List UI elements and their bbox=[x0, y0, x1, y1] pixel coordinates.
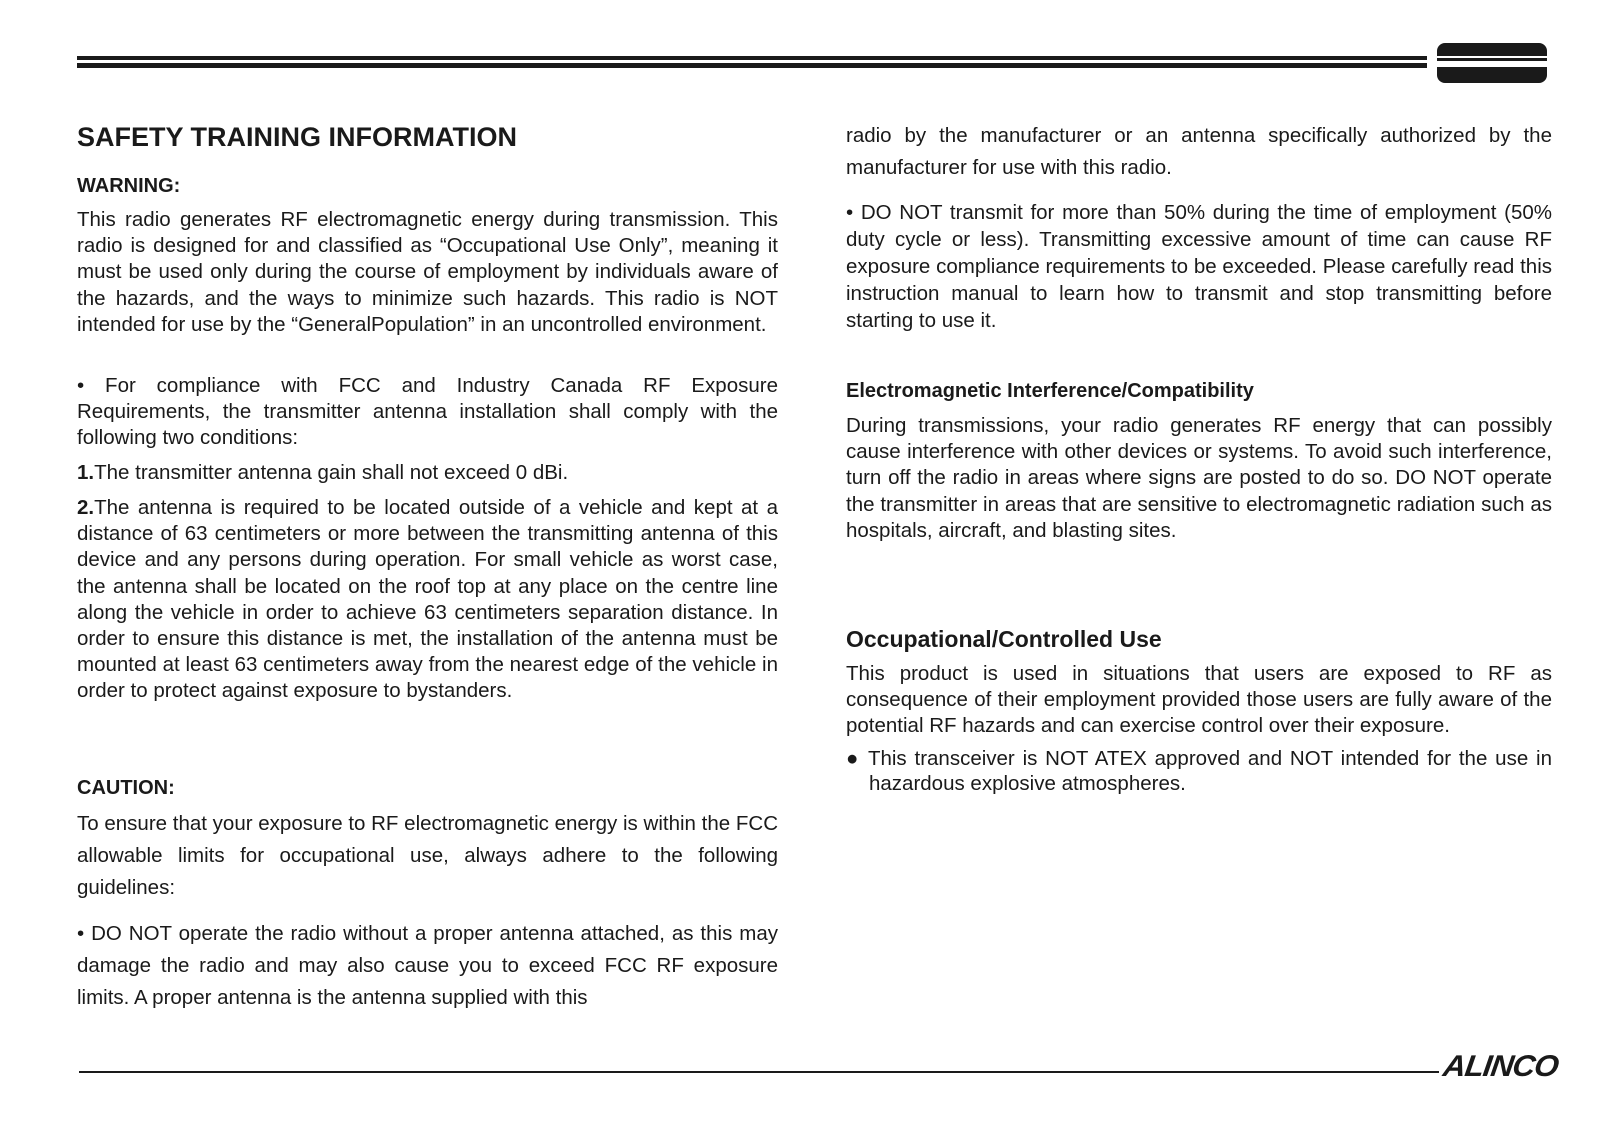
continued-text: radio by the manufacturer or an antenna specifically authorized by the manufacturer for use with this radio. bbox=[846, 124, 1552, 179]
warning-heading: WARNING: bbox=[77, 175, 181, 197]
condition-1-number: 1. bbox=[77, 461, 95, 484]
condition-1 bbox=[77, 460, 778, 486]
caution-heading: CAUTION: bbox=[77, 777, 175, 799]
warning-text: This radio generates RF electromagnetic energy during transmission. This radio is designed for and classified as “Occupational Use Only”, meaning it must be used only during the course of employment by individuals aware of the hazards, and the ways to minimize such hazards. This radio is NOT intended for use by the “GeneralPopulation” in an uncontrolled environment. bbox=[77, 208, 778, 336]
footer-rule bbox=[79, 1071, 1439, 1073]
page-title: SAFETY TRAINING INFORMATION bbox=[77, 122, 517, 152]
header-rule-top bbox=[77, 56, 1427, 60]
duty-cycle-bullet: • DO NOT transmit for more than 50% during the time of employment (50% duty cycle or less). Transmitting excessive amount of time can cause RF exposure compliance requirements to be exceeded. Please carefully read this instruction manual to learn how to transmit and stop transmitting before starting to use it. bbox=[846, 201, 1552, 332]
condition-1-text: The transmitter antenna gain shall not exceed 0 dBi. bbox=[94, 461, 569, 484]
antenna-bullet: • DO NOT operate the radio without a proper antenna attached, as this may damage the radio and may also cause you to exceed FCC RF exposure limits. A proper antenna is the antenna supplied with this bbox=[77, 922, 778, 1009]
alinco-logo: ALINCO bbox=[1441, 1050, 1561, 1083]
compliance-bullet: • For compliance with FCC and Industry Canada RF Exposure Requirements, the transmitter antenna installation shall comply with the following two conditions: bbox=[77, 374, 778, 450]
condition-2-text: The antenna is required to be located outside of a vehicle and kept at a distance of 63 centimeters or more between the transmitting antenna of this device and any persons during operation. For small vehicle as worst case, the antenna shall be located on the roof top at any place on the centre line along the vehicle in order to achieve 63 centimeters separation distance. In order to ensure this distance is met, the installation of the antenna must be mounted at least 63 centimeters away from the nearest edge of the vehicle in order to protect against exposure to bystanders. bbox=[77, 496, 778, 703]
emi-heading: Electromagnetic Interference/Compatibility bbox=[846, 380, 1254, 402]
condition-2-number: 2. bbox=[77, 496, 95, 519]
header-rule-bottom bbox=[77, 63, 1427, 68]
atex-bullet: ● This transceiver is NOT ATEX approved and NOT intended for the use in hazardous explosive atmospheres. bbox=[846, 747, 1552, 795]
caution-text: To ensure that your exposure to RF electromagnetic energy is within the FCC allowable limits for occupational use, always adhere to the following guidelines: bbox=[77, 812, 778, 899]
occupational-heading: Occupational/Controlled Use bbox=[846, 626, 1162, 652]
section-tab-icon bbox=[1437, 43, 1547, 83]
emi-text: During transmissions, your radio generates RF energy that can possibly cause interference with other devices or systems. To avoid such interference, turn off the radio in areas where signs are posted to do so. DO NOT operate the transmitter in areas that are sensitive to electromagnetic radiation such as hospitals, aircraft, and blasting sites. bbox=[846, 414, 1552, 542]
occupational-text: This product is used in situations that users are exposed to RF as consequence of their employment provided those users are fully aware of the potential RF hazards and can exercise control over their exposure. bbox=[846, 662, 1552, 738]
condition-2 bbox=[77, 495, 778, 705]
